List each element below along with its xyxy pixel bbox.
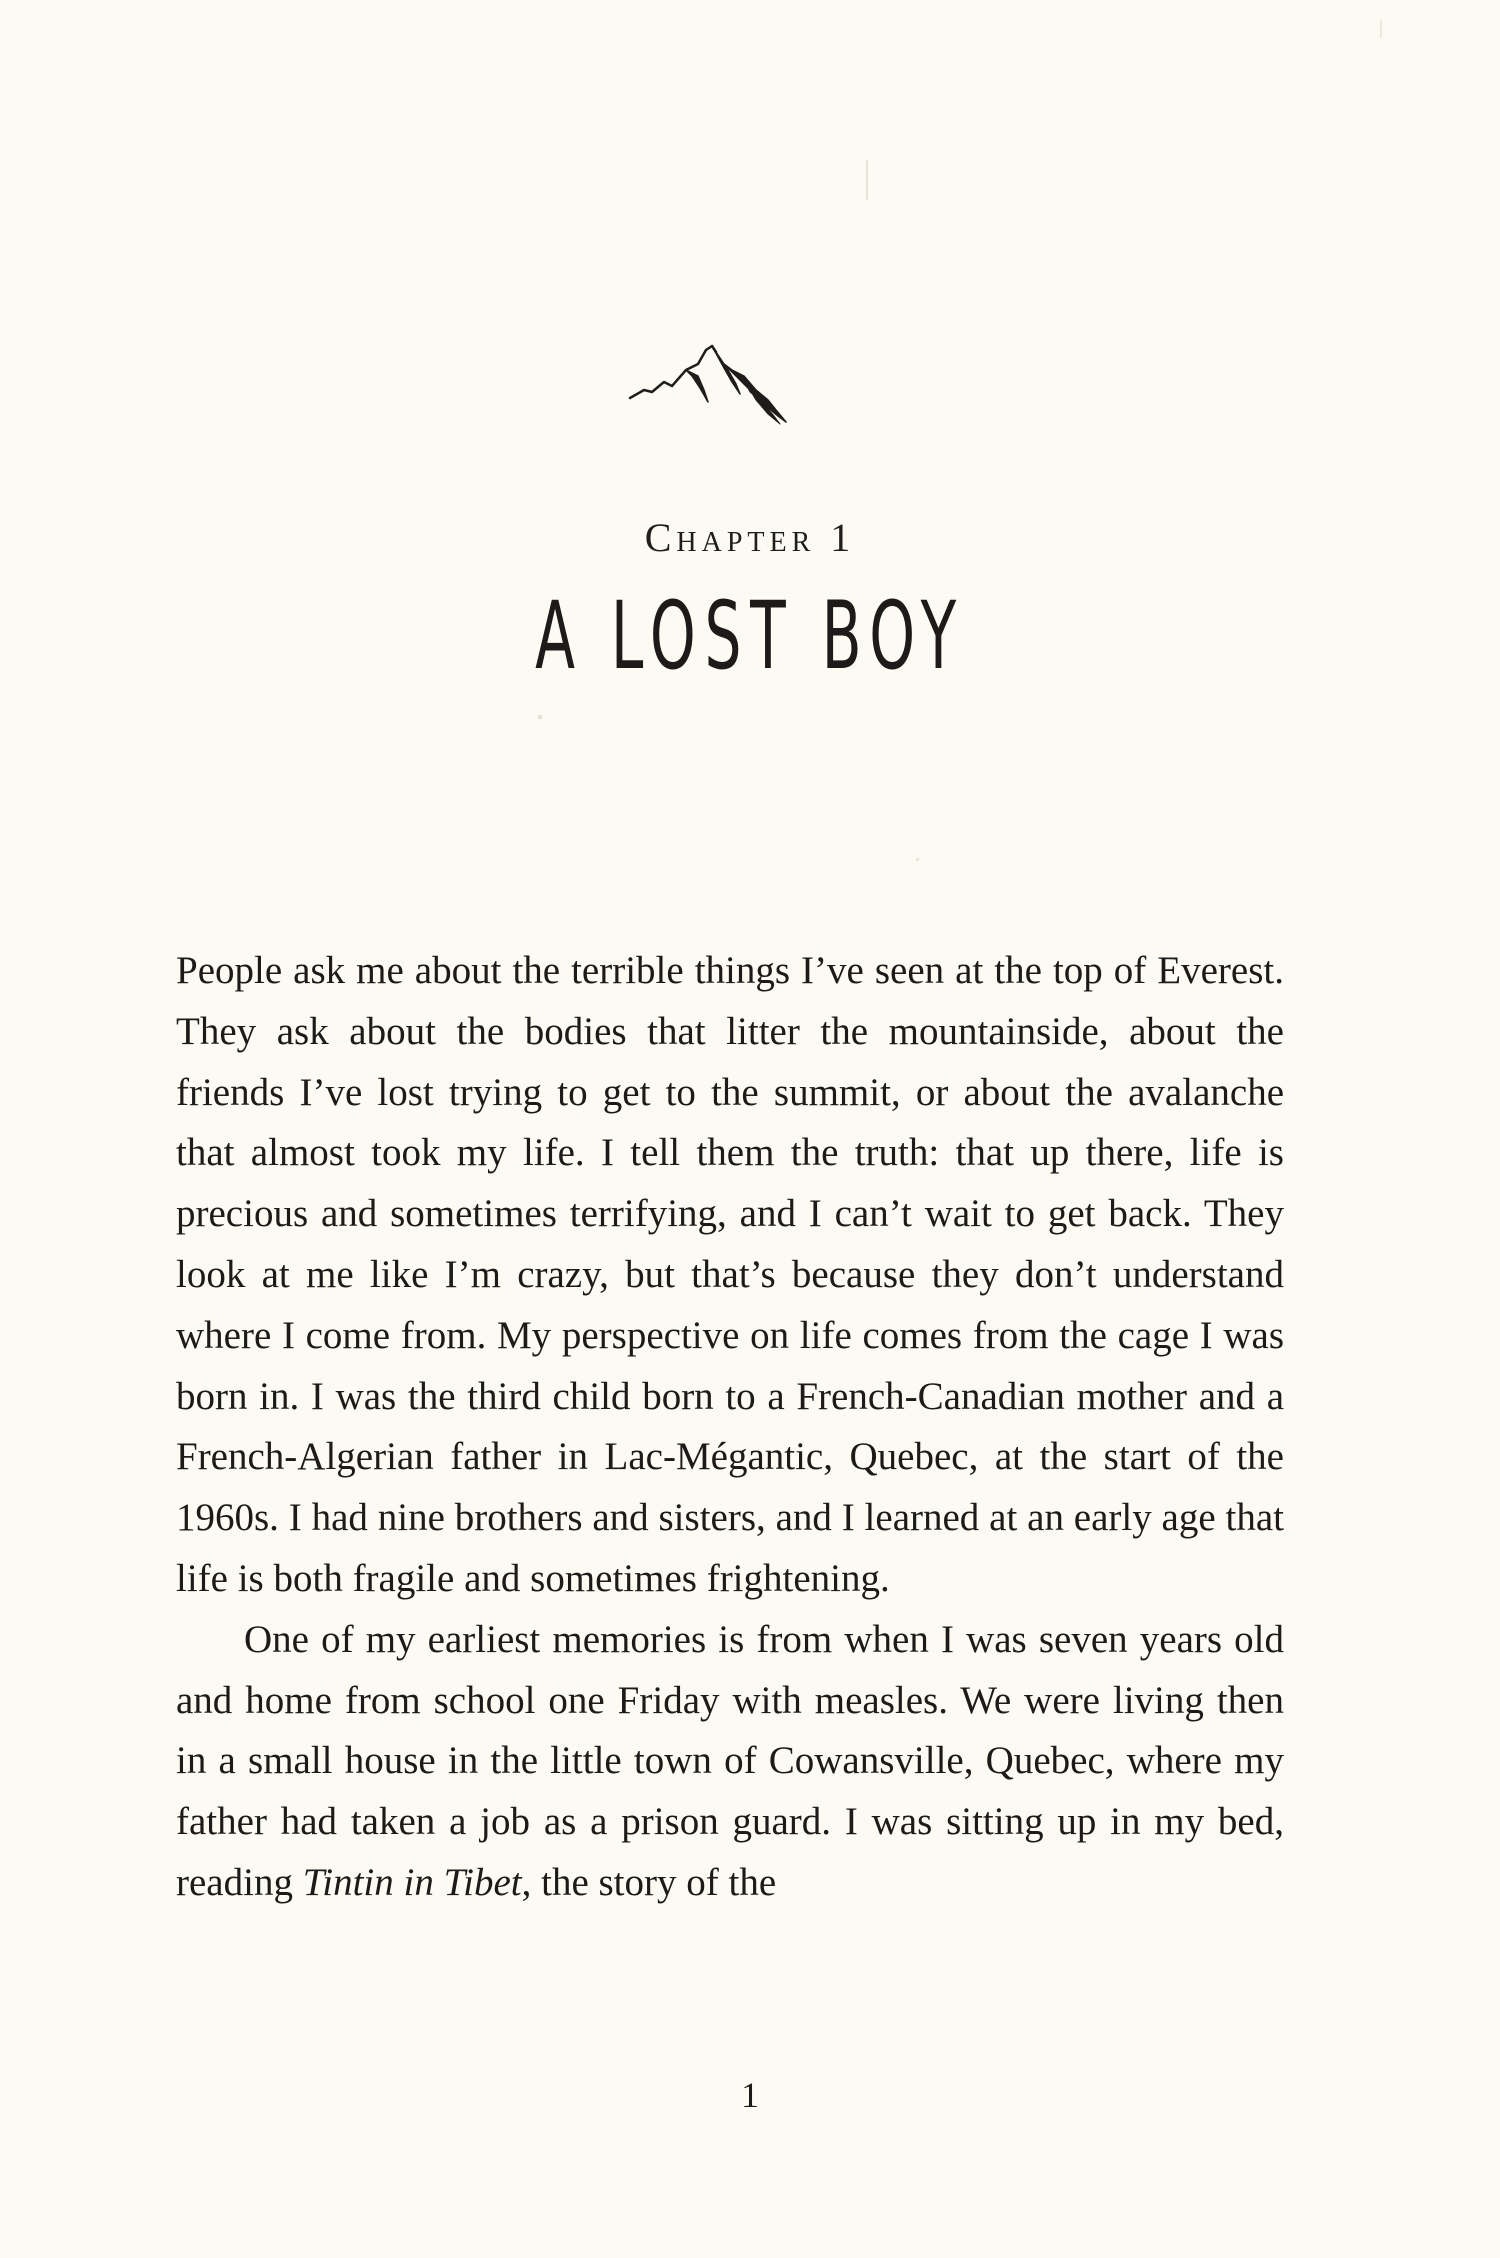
chapter-title: A LOST BOY [535, 582, 965, 691]
paragraph: People ask me about the terrible things I’ve seen at the top of Everest. They ask about the bodies that litter the mountainside, about the friends I’ve lost trying to get to the summit, or about the avalanche that almost took my life. I tell them the truth: that up there, life is precious and sometimes terrifying, and I can’t wait to get back. They look at me like I’m crazy, but that’s because they don’t understand where I come from. My perspective on life comes from the cage I was born in. I was the third child born to a French-Canadian mother and a French-Algerian father in Lac-Mégantic, Quebec, at the start of the 1960s. I had nine brothers and sisters, and I learned at an early age that life is both fragile and sometimes frightening. [176, 949, 1284, 1600]
paper-speck [916, 858, 919, 861]
paragraph-text: , the story of the [521, 1860, 777, 1904]
chapter-body [176, 941, 1284, 1914]
paper-speck [538, 715, 542, 719]
paragraph [176, 1610, 1284, 1914]
book-title-italic: Tintin in Tibet [302, 1860, 522, 1904]
chapter-label: Chapter 1 [644, 515, 856, 560]
paper-speck [1380, 20, 1382, 38]
page-number: 1 [741, 2075, 759, 2115]
paper-speck [866, 160, 868, 200]
paragraph-text: One of my earliest memories is from when I was seven years old and home from school one Friday with measles. We were living then in a small house in the little town of Cowansville, Quebec, where my father had taken a job as a prison guard. I was sitting up in my bed, reading [176, 1617, 1284, 1904]
mountain-icon [628, 336, 828, 436]
